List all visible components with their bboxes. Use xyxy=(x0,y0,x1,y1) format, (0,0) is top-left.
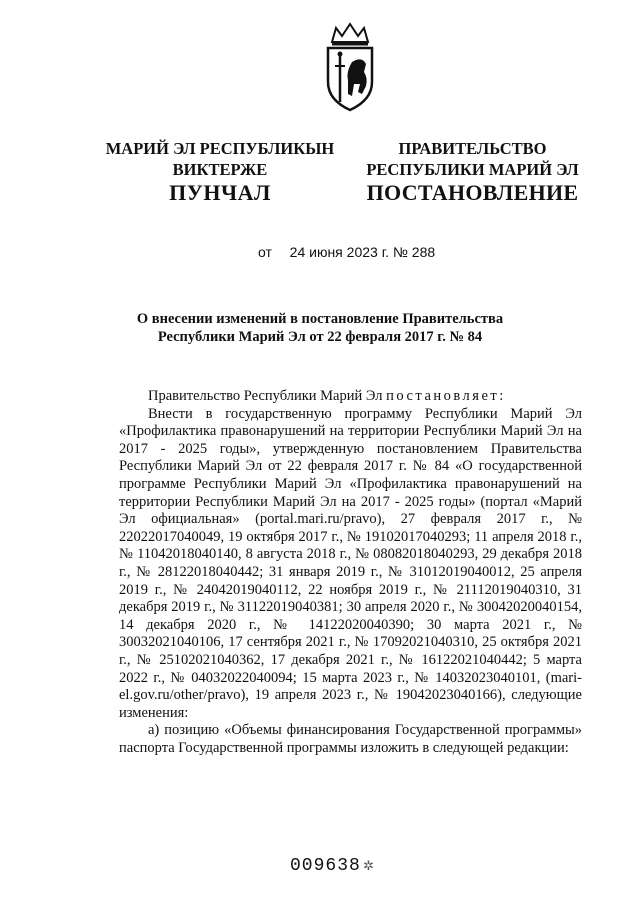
header-left xyxy=(100,138,340,180)
paragraph-2: а) позицию «Объемы финансирования Государственной программы» паспорта Государственной программы изложить в следующей редакции: xyxy=(119,722,582,756)
intro-text: Правительство Республики Марий Эл xyxy=(148,388,387,404)
date-prefix: от xyxy=(258,244,272,260)
document-body xyxy=(119,388,582,757)
doc-type-left: ПУНЧАЛ xyxy=(169,180,271,205)
serial-number: 009638 xyxy=(290,856,361,876)
date-line xyxy=(258,244,435,260)
subject-line2: Республики Марий Эл от 22 февраля 2017 г. № 84 xyxy=(157,329,483,345)
header-left-line2: ВИКТЕРЖЕ xyxy=(172,160,268,179)
header-right-line2: РЕСПУБЛИКИ МАРИЙ ЭЛ xyxy=(366,160,579,179)
document-date: 24 июня 2023 г. xyxy=(289,244,389,260)
header-right xyxy=(360,138,585,180)
mari-el-coat-of-arms-icon xyxy=(322,22,378,114)
document-number: 288 xyxy=(411,244,436,260)
intro-paragraph xyxy=(119,388,582,406)
ornament-icon: ✲ xyxy=(363,858,374,873)
subject-line1: О внесении изменений в постановление Правительства xyxy=(136,311,504,327)
doc-type-right: ПОСТАНОВЛЕНИЕ xyxy=(366,180,579,205)
number-prefix: № xyxy=(392,244,408,260)
header-left-line1: МАРИЙ ЭЛ РЕСПУБЛИКЫН xyxy=(105,139,335,158)
paragraph-1: Внести в государственную программу Республики Марий Эл «Профилактика правонарушений на территории Республики Марий Эл на 2017 - 2025 годы», утвержденную постановлением Правительства Республики Марий Эл от 22 февраля 2017 г. № 84 «О государственной программе Республики Марий Эл «Профилактика правонарушений на территории Республики Марий Эл на 2017 - 2025 годы» (портал «Марий Эл официальная» (portal.mari.ru/pravo), 27 февраля 2017 г., № 22022017040049, 19 октября 2017 г., № 19102017040293; 11 апреля 2018 г., № 11042018040140, 8 августа 2018 г., № 08082018040293, 29 декабря 2018 г., № 28122018040442; 31 января 2019 г., № 31012019040012, 25 апреля 2019 г., № 24042019040112, 22 ноября 2019 г., № 21112019040310, 31 декабря 2019 г., № 31122019040381; 30 апреля 2020 г., № 30042020040154, 14 декабря 2020 г., № 14122020040390; 30 марта 2021 г., № 30032021040106, 17 сентября 2021 г., № 17092021040310, 25 октября 2021 г., № 25102021040362, 17 декабря 2021 г., № 16122021040442; 5 марта 2022 г., № 04032022040094; 15 марта 2023 г., № 14032023040101, (mari-el.gov.ru/other/pravo), 19 апреля 2023 г., № 19042023040166), следующие изменения: xyxy=(119,405,582,721)
document-subject xyxy=(110,310,530,346)
intro-spaced-verb: постановляет: xyxy=(386,388,506,404)
header-right-line1: ПРАВИТЕЛЬСТВО xyxy=(398,139,547,158)
